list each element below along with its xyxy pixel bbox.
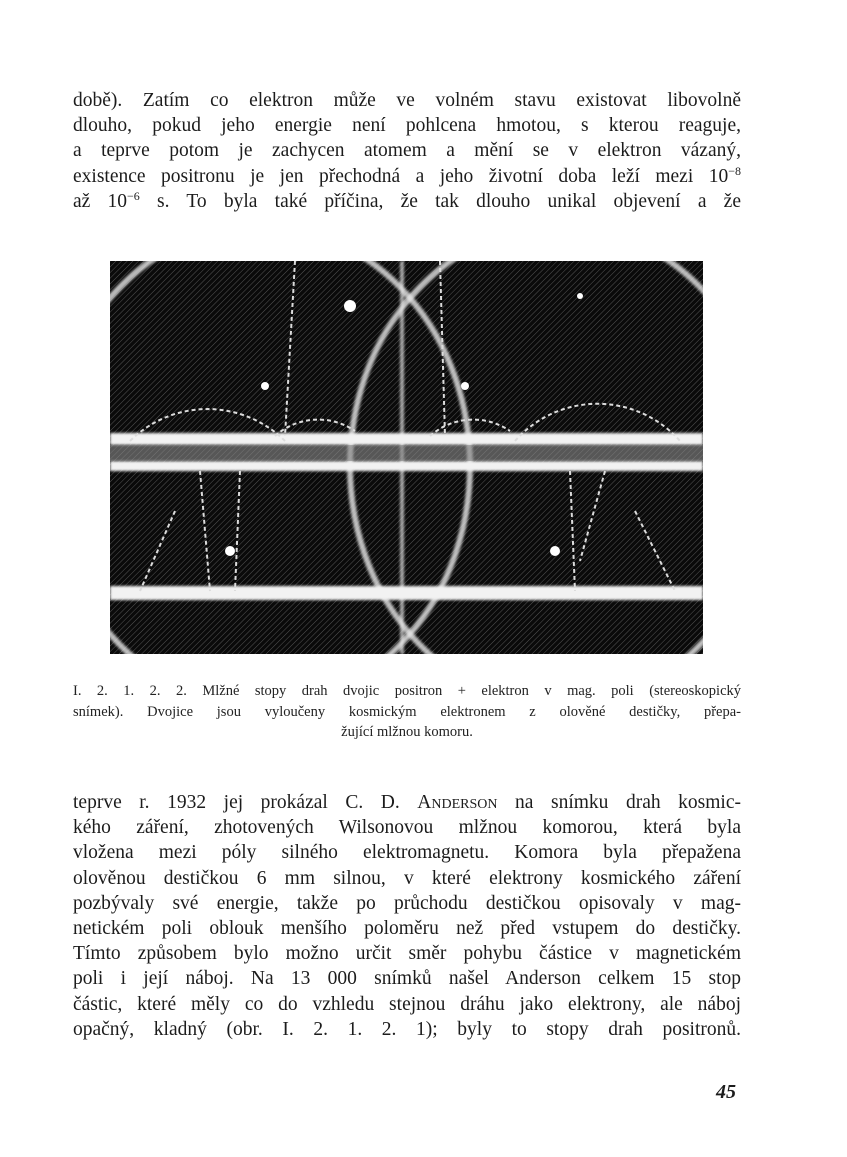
text-line xyxy=(73,164,741,189)
photo-illustration xyxy=(110,261,703,654)
text-segment: teprve r. 1932 jej prokázal C. D. xyxy=(73,792,418,813)
caption-line: žující mlžnou komoru. xyxy=(341,724,473,740)
text-line: dlouho, pokud jeho energie není pohlcena hmotou, s kterou reaguje, xyxy=(73,115,741,137)
text-line: olověnou destičkou 6 mm silnou, v které elektrony kosmického záření xyxy=(73,867,741,889)
top-paragraph xyxy=(73,88,741,214)
caption-line: snímek). Dvojice jsou vyloučeny kosmickým elektronem z olověné destičky, přepa- xyxy=(73,703,741,720)
text-line: opačný, kladný (obr. I. 2. 1. 2. 1); byly to stopy drah positronů. xyxy=(73,1018,741,1040)
text-line: Tímto způsobem bylo možno určit směr pohybu částice v magnetickém xyxy=(73,943,741,965)
figure-caption xyxy=(73,681,741,743)
text-line: částic, které měly co do vzhledu stejnou dráhu jako elektrony, ale náboj xyxy=(73,993,741,1015)
text-line: kého záření, zhotovených Wilsonovou mlžnou komorou, která byla xyxy=(73,817,741,839)
text-line: pozbývaly své energie, takže po průchodu destičkou opisovaly v mag- xyxy=(73,892,741,914)
text-line: netickém poli oblouk menšího poloměru než před vstupem do destičky. xyxy=(73,918,741,940)
text-line: poli i její náboj. Na 13 000 snímků našel Anderson celkem 15 stop xyxy=(73,968,741,990)
text-line: době). Zatím co elektron může ve volném stavu existovat libovolně xyxy=(73,90,741,111)
text-line xyxy=(73,790,741,815)
exponent: −6 xyxy=(127,188,140,203)
text-segment: existence positronu je jen přechodná a jeho životní doba leží mezi 10 xyxy=(73,165,729,187)
text-segment: s. To byla také příčina, že tak dlouho unikal objevení a že xyxy=(139,190,741,212)
text-line: a teprve potom je zachycen atomem a mění se v elektron vázaný, xyxy=(73,140,741,162)
cloud-chamber-photo xyxy=(110,261,703,654)
caption-line: I. 2. 1. 2. 2. Mlžné stopy drah dvojic positron + elektron v mag. poli (stereoskopický xyxy=(73,683,741,699)
text-segment: až 10 xyxy=(73,190,128,212)
exponent: −8 xyxy=(728,163,741,178)
text-line: vložena mezi póly silného elektromagnetu. Komora byla přepažena xyxy=(73,842,741,864)
author-name: Anderson xyxy=(417,792,498,813)
text-segment: na snímku drah kosmic- xyxy=(497,792,741,813)
page-number: 45 xyxy=(716,1081,736,1103)
bottom-paragraph xyxy=(73,790,741,1042)
text-line xyxy=(73,189,741,214)
